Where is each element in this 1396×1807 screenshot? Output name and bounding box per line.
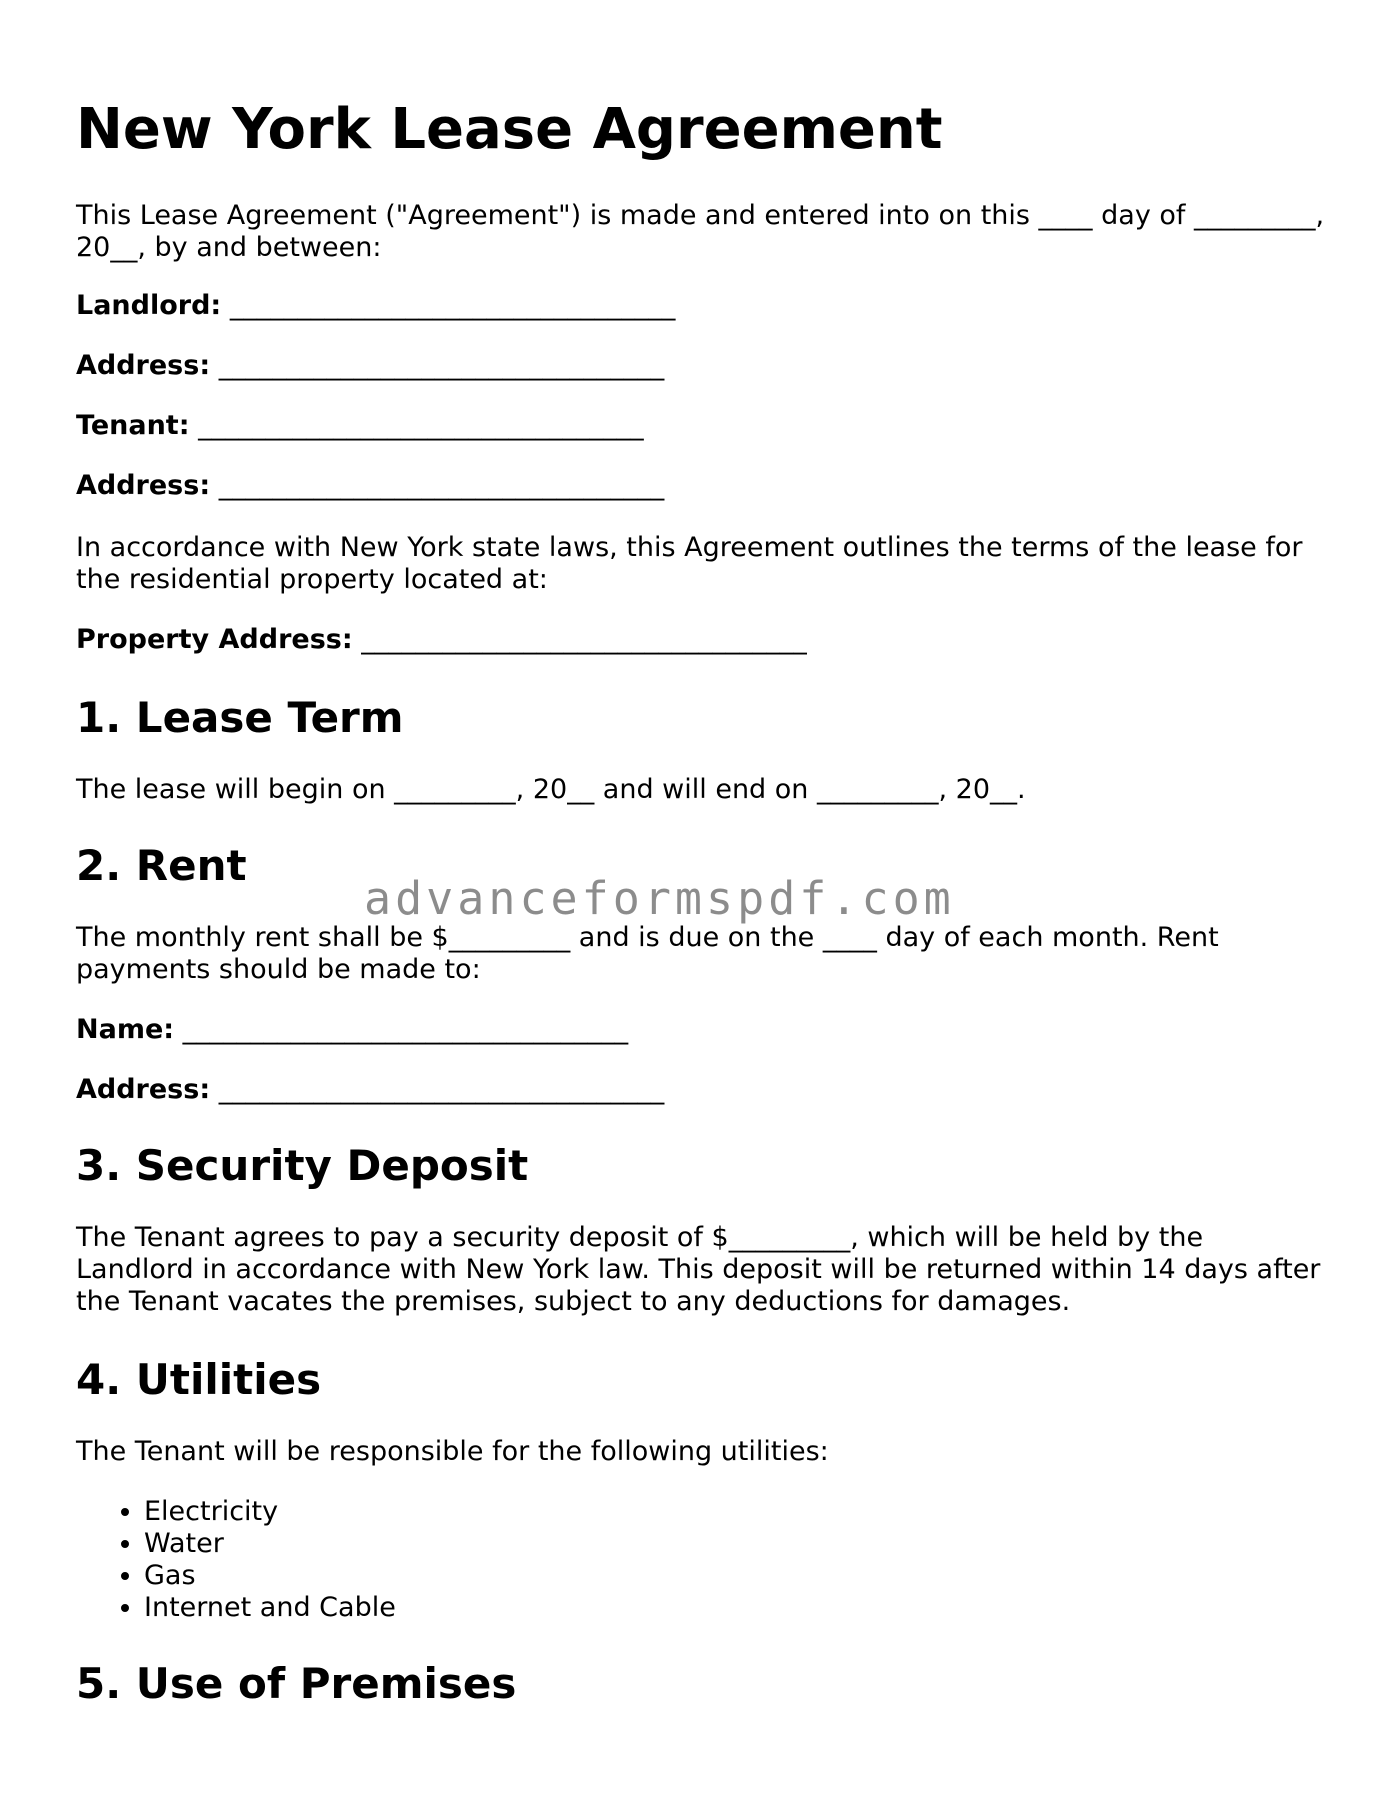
- intro-paragraph: This Lease Agreement ("Agreement") is made and entered into on this ____ day of _________, 20__, by and between:: [76, 200, 1325, 263]
- landlord-label: Landlord:: [76, 290, 222, 321]
- landlord-address-blank: _________________________________: [218, 350, 665, 381]
- utilities-paragraph: The Tenant will be responsible for the following utilities:: [76, 1436, 829, 1467]
- landlord-field: [76, 290, 675, 322]
- payee-name-label: Name:: [76, 1014, 175, 1045]
- section-heading-use-of-premises: 5. Use of Premises: [76, 1659, 517, 1708]
- lease-term-paragraph: The lease will begin on _________, 20__ and will end on _________, 20__.: [76, 774, 1026, 805]
- section-heading-security-deposit: 3. Security Deposit: [76, 1141, 529, 1190]
- property-address-field: [76, 624, 807, 656]
- payee-name-field: [76, 1014, 628, 1046]
- property-address-blank: _________________________________: [361, 624, 807, 655]
- tenant-blank: _________________________________: [198, 410, 644, 441]
- list-item: • Internet and Cable: [144, 1592, 396, 1624]
- section-heading-rent: 2. Rent: [76, 841, 247, 890]
- landlord-address-label: Address:: [76, 350, 211, 381]
- list-item: • Electricity: [144, 1496, 396, 1528]
- section-heading-lease-term: 1. Lease Term: [76, 693, 404, 742]
- rent-paragraph: The monthly rent shall be $_________ and is due on the ____ day of each month. Rent payments should be made to:: [76, 922, 1219, 985]
- payee-address-blank: _________________________________: [218, 1074, 665, 1105]
- security-deposit-paragraph: The Tenant agrees to pay a security deposit of $_________, which will be held by the Landlord in accordance with New York law. This deposit will be returned within 14 days after the Tenant vacates the premises, subject to any deductions for damages.: [76, 1222, 1321, 1317]
- payee-address-field: [76, 1074, 664, 1106]
- list-item: • Gas: [144, 1560, 396, 1592]
- tenant-field: [76, 410, 644, 442]
- landlord-address-field: [76, 350, 664, 382]
- payee-name-blank: _________________________________: [182, 1014, 629, 1045]
- payee-address-label: Address:: [76, 1074, 211, 1105]
- tenant-label: Tenant:: [76, 410, 190, 441]
- landlord-blank: _________________________________: [229, 290, 676, 321]
- watermark-text: advanceformspdf.com: [364, 872, 955, 925]
- property-address-label: Property Address:: [76, 624, 353, 655]
- document-title: New York Lease Agreement: [76, 97, 943, 162]
- utilities-list: [76, 1496, 396, 1624]
- list-item: • Water: [144, 1528, 396, 1560]
- section-heading-utilities: 4. Utilities: [76, 1355, 322, 1404]
- tenant-address-blank: _________________________________: [218, 470, 665, 501]
- tenant-address-field: [76, 470, 664, 502]
- property-intro-paragraph: In accordance with New York state laws, this Agreement outlines the terms of the lease for the residential property located at:: [76, 532, 1303, 595]
- tenant-address-label: Address:: [76, 470, 211, 501]
